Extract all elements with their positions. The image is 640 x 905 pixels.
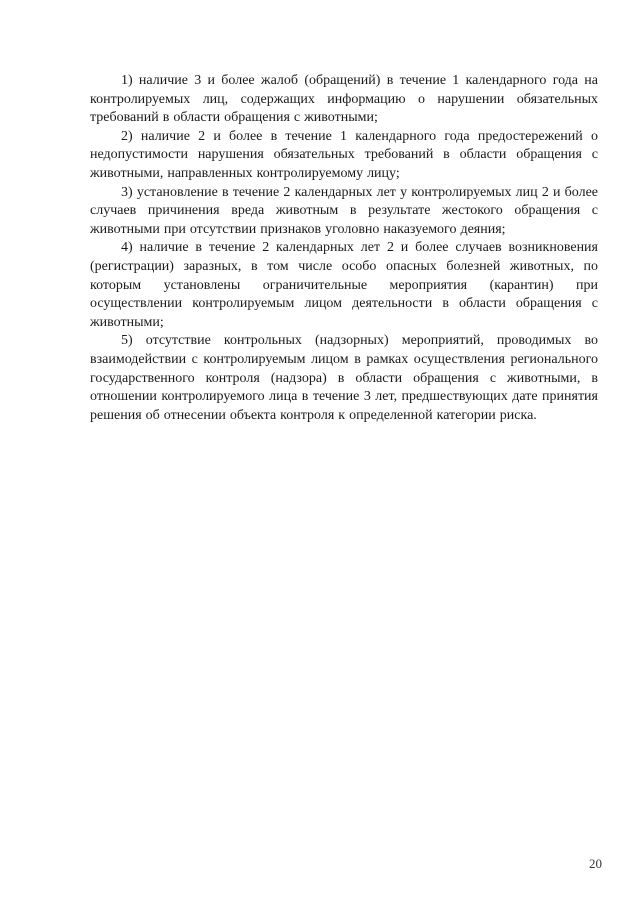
criterion-paragraph-3: 3) установление в течение 2 календарных лет у контролируемых лиц 2 и более случаев причинения вреда животным в результате жестокого обращения с животными при отсутствии признаков уголовно наказуемого деяния;	[90, 184, 598, 237]
criterion-paragraph-4: 4) наличие в течение 2 календарных лет 2 и более случаев возникновения (регистрации) заразных, в том числе особо опасных болезней животных, по которым установлены ограничительные мероприятия (карантин) при осуществлении контролируемым лицом деятельности в области обращения с животными;	[90, 240, 598, 330]
criterion-paragraph-2: 2) наличие 2 и более в течение 1 календарного года предостережений о недопустимости нарушения обязательных требований в области обращения с животными, направленных контролируемому лицу;	[90, 128, 598, 181]
criterion-paragraph-5: 5) отсутствие контрольных (надзорных) мероприятий, проводимых во взаимодействии с контролируемым лицом в рамках осуществления регионального государственного контроля (надзора) в области обращения с животными, в отношении контролируемого лица в течение 3 лет, предшествующих дате принятия решения об отнесении объекта контроля к определенной категории риска.	[90, 333, 598, 423]
page-number: 20	[589, 856, 602, 871]
criteria-list	[90, 72, 598, 425]
criterion-paragraph-1: 1) наличие 3 и более жалоб (обращений) в течение 1 календарного года на контролируемых лиц, содержащих информацию о нарушении обязательных требований в области обращения с животными;	[90, 73, 598, 126]
